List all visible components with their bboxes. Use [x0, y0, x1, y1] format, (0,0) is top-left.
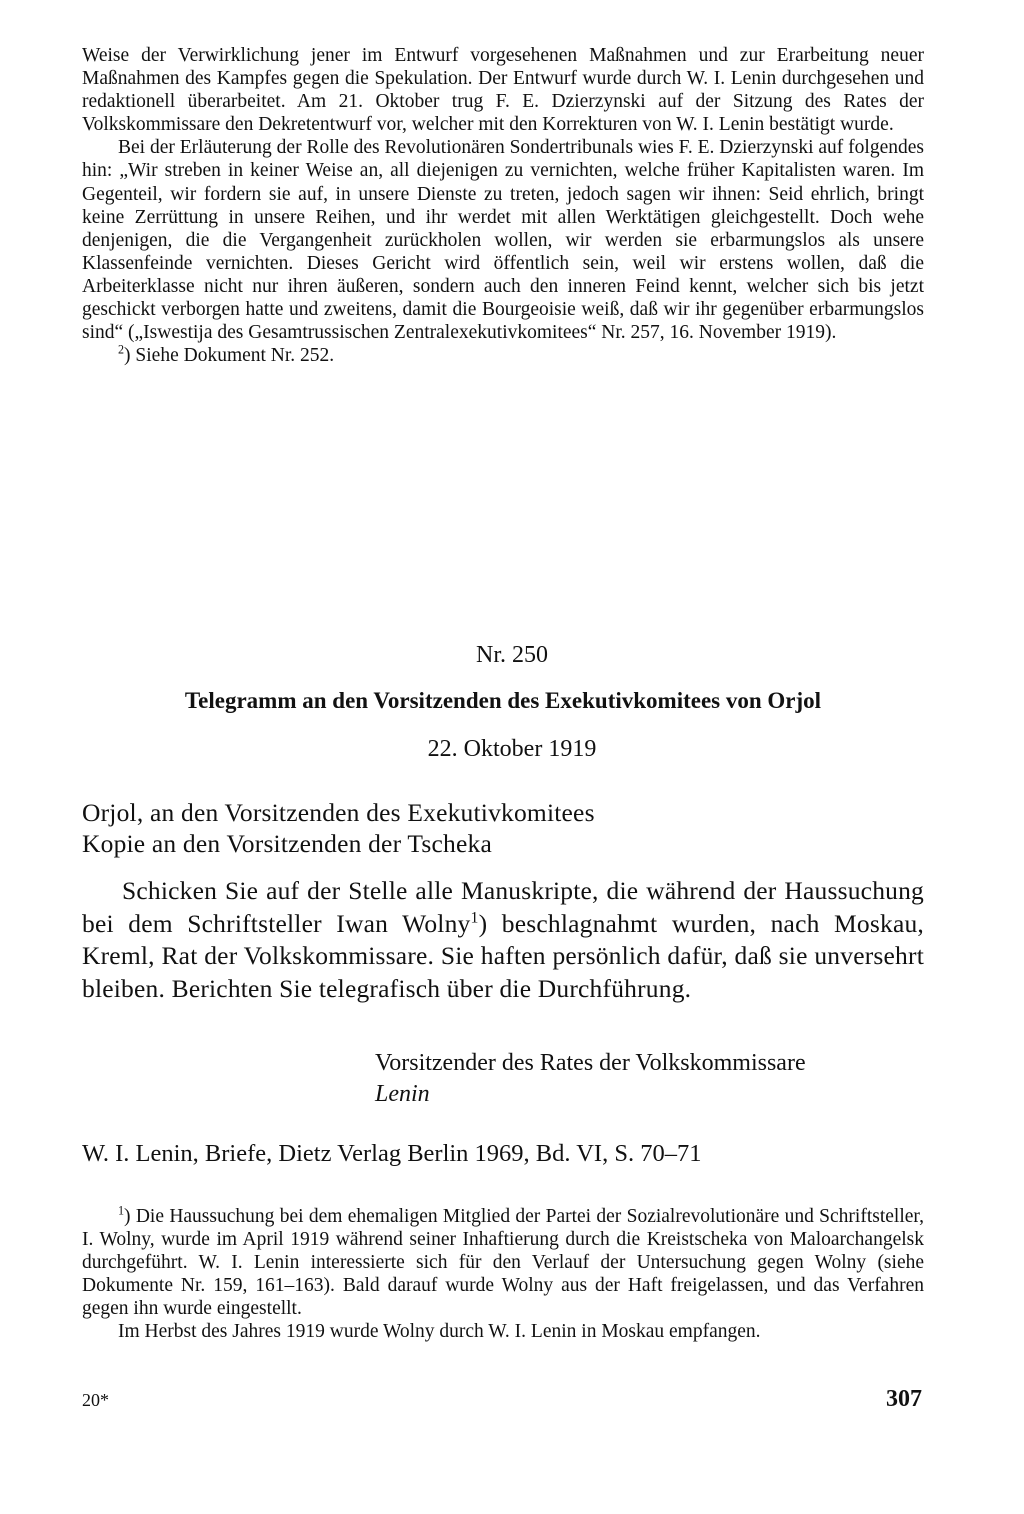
telegram-text [82, 875, 924, 1005]
source-citation: W. I. Lenin, Briefe, Dietz Verlag Berlin 1969, Bd. VI, S. 70–71 [82, 1140, 702, 1167]
preceding-notes [82, 44, 924, 367]
telegram-text-part-1: Schicken Sie auf der Stelle alle Manuskripte, die während der Haussuchung bei dem Schriftsteller Iwan Wolny [82, 876, 924, 938]
document-title: Telegramm an den Vorsitzenden des Exekutivkomitees von Orjol [184, 688, 822, 713]
footnote-1-text: ) Die Haussuchung bei dem ehemaligen Mitglied der Partei der Sozialrevolutionäre und Schriftsteller, I. Wolny, wurde im April 1919 während seiner Inhaftierung durch die Kreistscheka von Maloarchangelsk durchgeführt. W. I. Lenin interessierte sich für den Verlauf der Untersuchung gegen Wolny (siehe Dokumente Nr. 159, 161–163). Bald darauf wurde Wolny aus der Haft freigelassen, und das Verfahren gegen ihn wurde eingestellt. [82, 1206, 924, 1320]
footnote-1-second-paragraph: Im Herbst des Jahres 1919 wurde Wolny durch W. I. Lenin in Moskau empfangen. [118, 1321, 761, 1343]
telegram-text-part-2: ) beschlagnahmt wurden, nach Moskau, Kreml, Rat der Volkskommissare. Sie haften persönlich dafür, daß sie unversehrt bleiben. Berichten Sie telegrafisch über die Durchführung. [82, 908, 924, 1003]
note-quote-paragraph: Bei der Erläuterung der Rolle des Revolutionären Sondertribunals wies F. E. Dzierzynski auf folgendes hin: „Wir streben in keiner Weise an, all diejenigen zu vernichten, welche früher Kapitalisten waren. Im Gegenteil, wir fordern sie auf, in unsere Dienste zu treten, jedoch sagen wir ihnen: Seid ehrlich, bringt keine Zerrüttung in unsere Reihen, und ihr werdet mit allen Werktätigen gleichgestellt. Doch wehe denjenigen, die die Vergangenheit zurückholen wollen, wir werden sie erbarmungslos als unsere Klassenfeinde vernichten. Dieses Gericht wird öffentlich sein, weil wir erstens wollen, daß die Arbeiterklasse nicht nur ihren äußeren, sondern auch den inneren Feind kennt, welcher sich bis jetzt geschickt verborgen hatte und zweitens, damit die Bourgeoisie weiß, daß wir ihr gegenüber erbarmungslos sind“ („Iswestija des Gesamtrussischen Zentralexekutivkomitees“ Nr. 257, 16. November 1919). [82, 137, 924, 344]
page-number: 307 [886, 1386, 922, 1412]
signature-title: Vorsitzender des Rates der Volkskommissare [375, 1050, 806, 1076]
footnote-1-marker: 1 [118, 1203, 125, 1218]
document-number: Nr. 250 [476, 642, 548, 668]
footnote-2-text: ) Siehe Dokument Nr. 252. [124, 345, 335, 367]
telegram-body [82, 875, 924, 1005]
telegram-address [82, 797, 924, 859]
footnote-2-marker: 2 [118, 342, 125, 357]
footnotes [82, 1205, 924, 1344]
footnote-1-reference: 1 [470, 909, 479, 926]
address-line-2: Kopie an den Vorsitzenden der Tscheka [82, 829, 492, 858]
footnote-1 [82, 1205, 924, 1320]
signature-mark: 20* [82, 1390, 109, 1410]
document-date: 22. Oktober 1919 [427, 736, 597, 762]
signature-name: Lenin [375, 1081, 430, 1107]
signature-block [375, 1048, 806, 1110]
note-continuation-paragraph: Weise der Verwirklichung jener im Entwurf vorgesehenen Maßnahmen und zur Erarbeitung neuer Maßnahmen des Kampfes gegen die Spekulation. Der Entwurf wurde durch W. I. Lenin durchgesehen und redaktionell überarbeitet. Am 21. Oktober trug F. E. Dzierzynski auf der Sitzung des Rates der Volkskommissare den Dekretentwurf vor, welcher mit den Korrekturen von W. I. Lenin bestätigt wurde. [82, 45, 924, 136]
address-line-1: Orjol, an den Vorsitzenden des Exekutivkomitees [82, 798, 595, 827]
footnote-2 [82, 344, 924, 367]
